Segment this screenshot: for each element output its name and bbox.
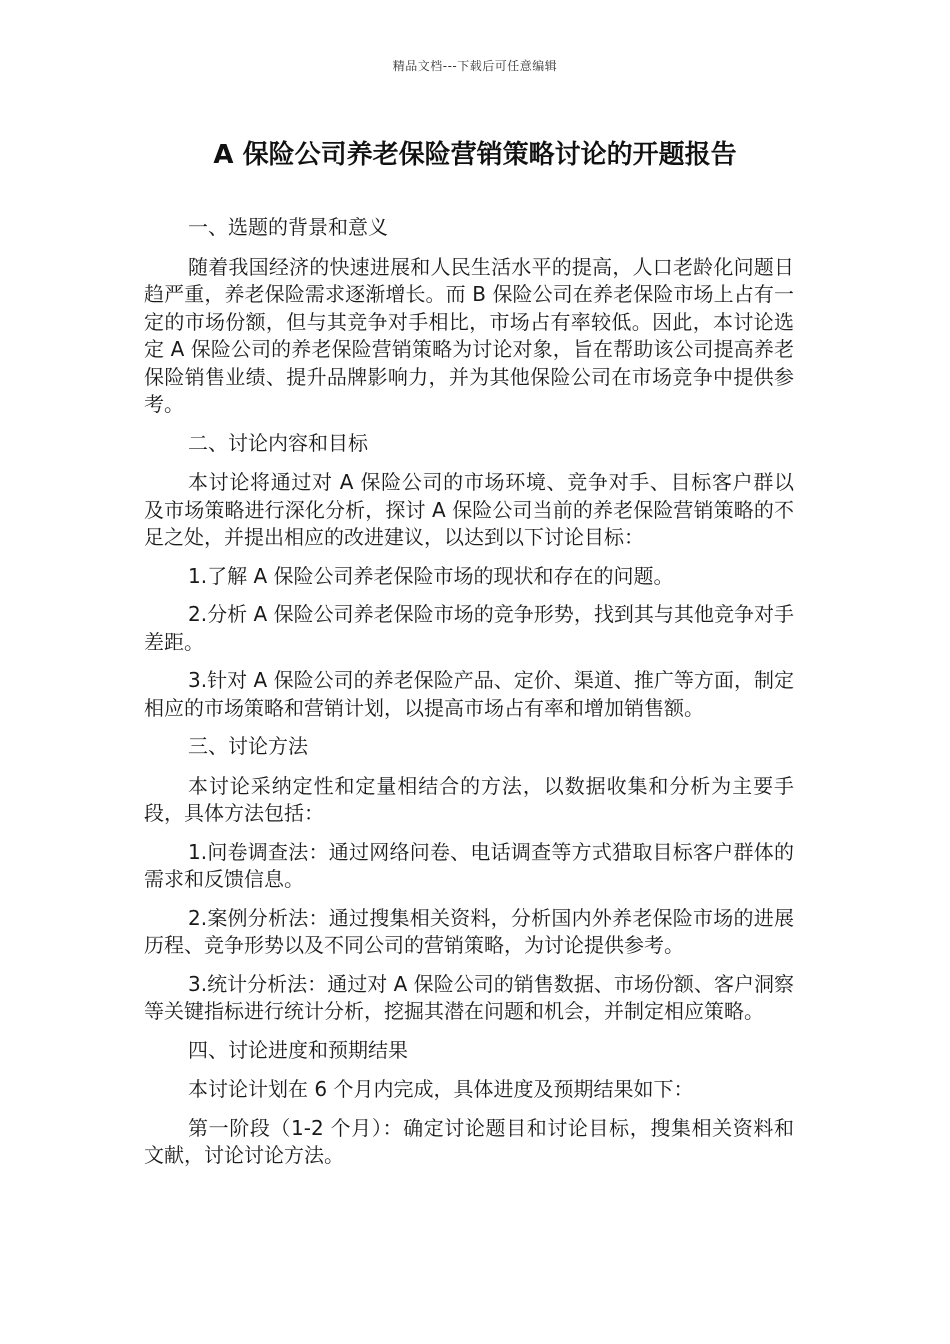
method-item-3: 3.统计分析法：通过对 A 保险公司的销售数据、市场份额、客户洞察等关键指标进行统计分析，挖掘其潜在问题和机会，并制定相应策略。 (144, 971, 794, 1023)
method-paragraph: 本讨论采纳定性和定量相结合的方法，以数据收集和分析为主要手段，具体方法包括： (144, 773, 794, 825)
background-paragraph: 随着我国经济的快速进展和人民生活水平的提高，人口老龄化问题日趋严重，养老保险需求逐渐增长。而 B 保险公司在养老保险市场上占有一定的市场份额，但与其竞争对手相比，市场占有率较低。因此，本讨论选定 A 保险公司的养老保险营销策略为讨论对象，旨在帮助该公司提高养老保险销售业绩、提升品牌影响力，并为其他保险公司在市场竞争中提供参考。 (144, 254, 794, 416)
section-heading-method: 三、讨论方法 (188, 734, 308, 758)
section-heading-background: 一、选题的背景和意义 (188, 215, 388, 239)
section-heading-content: 二、讨论内容和目标 (188, 430, 368, 455)
header-note: 精品文档---下载后可任意编辑 (392, 59, 558, 73)
goal-item-2: 2.分析 A 保险公司养老保险市场的竞争形势，找到其与其他竞争对手差距。 (144, 602, 794, 654)
schedule-stage-1: 第一阶段（1-2 个月）：确定讨论题目和讨论目标，搜集相关资料和文献，讨论讨论方法。 (144, 1115, 794, 1167)
schedule-paragraph: 本讨论计划在 6 个月内完成，具体进度及预期结果如下： (188, 1077, 694, 1101)
method-item-2: 2.案例分析法：通过搜集相关资料，分析国内外养老保险市场的进展历程、竞争形势以及不同公司的营销策略，为讨论提供参考。 (144, 905, 794, 957)
method-item-1: 1.问卷调查法：通过网络问卷、电话调查等方式猎取目标客户群体的需求和反馈信息。 (144, 839, 794, 891)
content-paragraph: 本讨论将通过对 A 保险公司的市场环境、竞争对手、目标客户群以及市场策略进行深化分析，探讨 A 保险公司当前的养老保险营销策略的不足之处，并提出相应的改进建议，以达到以下讨论目标： (144, 470, 794, 549)
section-heading-schedule: 四、讨论进度和预期结果 (188, 1037, 408, 1062)
goal-item-1: 1.了解 A 保险公司养老保险市场的现状和存在的问题。 (188, 563, 674, 588)
document-body (144, 214, 794, 1181)
goal-item-3: 3.针对 A 保险公司的养老保险产品、定价、渠道、推广等方面，制定相应的市场策略和营销计划，以提高市场占有率和增加销售额。 (144, 668, 794, 720)
page-title: A 保险公司养老保险营销策略讨论的开题报告 (213, 140, 737, 170)
